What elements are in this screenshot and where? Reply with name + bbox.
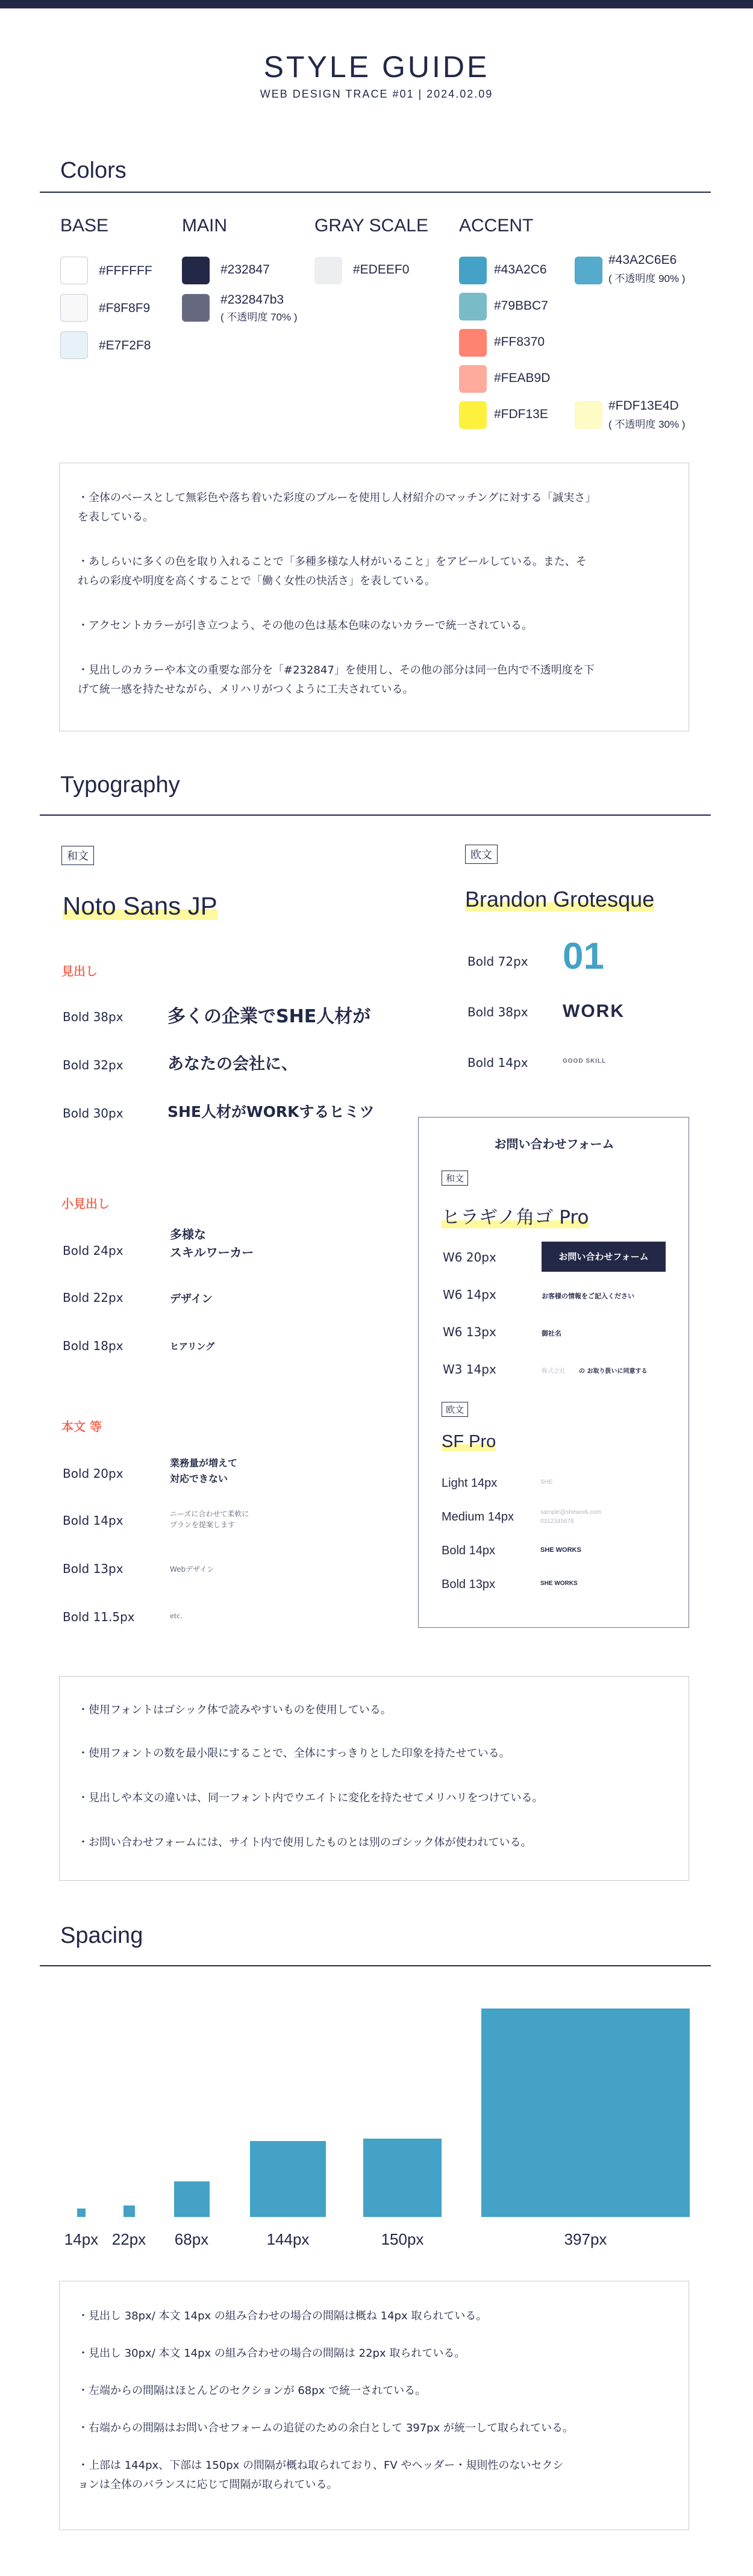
sample-line: 対応できない (170, 1473, 228, 1484)
size-label: Medium 14px (442, 1510, 514, 1524)
color-swatch-fdf13e-30 (575, 401, 602, 429)
form-font-name (442, 1432, 496, 1452)
size-label: Bold 30px (63, 1106, 123, 1121)
size-label: Bold 13px (442, 1578, 495, 1591)
note-line: を表している。 (78, 511, 154, 524)
form-font-name-text: SF Pro (442, 1432, 496, 1451)
size-label: Bold 14px (442, 1544, 495, 1557)
size-label: Bold 13px (63, 1562, 123, 1576)
sample-text: ヒアリング (170, 1341, 215, 1352)
typography-divider (40, 814, 711, 816)
size-label: W6 13px (443, 1325, 496, 1339)
sample-line: 0312345678 (540, 1518, 574, 1525)
obun-tag: 欧文 (442, 1402, 468, 1417)
en-font-name (465, 887, 654, 912)
spacing-notes-box (59, 2281, 689, 2530)
main-group-title: MAIN (182, 216, 227, 236)
note-line: ・見出しのカラーや本文の重要な部分を「#232847」を使用し、その他の部分は同一色内で不透明度を下 (78, 664, 595, 677)
sample-text: 多くの企業でSHE人材が (167, 1006, 371, 1027)
sample-line: プランを提案します (170, 1521, 236, 1529)
page-title: STYLE GUIDE (263, 50, 490, 84)
note-line: ・お問い合わせフォームには、サイト内で使用したものとは別のゴシック体が使われている。 (78, 1836, 532, 1849)
spacing-bar-label: 14px (64, 2230, 99, 2248)
spacing-bar-label: 22px (111, 2230, 146, 2248)
spacing-bar-68px (174, 2181, 210, 2217)
sample-text: SHE WORKS (540, 1580, 578, 1587)
color-opacity-note: ( 不透明度 70% ) (220, 311, 298, 323)
color-label: #F8F8F9 (99, 301, 151, 315)
color-swatch-79bbc7 (459, 293, 487, 320)
note-line: ・アクセントカラーが引き立つよう、その他の色は基本色味のないカラーで統一されている。 (78, 619, 533, 632)
note-line: ・使用フォントの数を最小限にすることで、全体にすっきりとした印象を持たせている。 (78, 1747, 510, 1760)
subheading-category: 小見出し (61, 1196, 110, 1211)
sample-number: 01 (563, 936, 604, 977)
form-title: お問い合わせフォーム (494, 1137, 614, 1151)
note-line: ・左端からの間隔はほとんどのセクションが 68px で統一されている。 (78, 2384, 426, 2397)
spacing-bar-150px (363, 2139, 442, 2217)
colors-section-title: Colors (60, 158, 127, 183)
contact-form-typography-box (418, 1117, 689, 1628)
en-font-name-text: Brandon Grotesque (465, 887, 655, 911)
color-opacity-note: ( 不透明度 90% ) (608, 273, 686, 284)
size-label: Bold 14px (467, 1055, 528, 1070)
color-label: #79BBC7 (494, 299, 548, 313)
top-accent-bar (0, 0, 753, 8)
sample-text: Webデザイン (170, 1565, 214, 1574)
color-label: #232847b3 (220, 293, 284, 307)
spacing-bar-22px (123, 2206, 135, 2217)
color-swatch-ff8370 (459, 329, 487, 357)
sample-text: SHE人材がWORKするヒミツ (167, 1103, 375, 1121)
spacing-bar-14px (77, 2209, 86, 2217)
spacing-bar-397px (481, 2009, 690, 2217)
note-line: ・上部は 144px、下部は 150px の間隔が概ね取られており、FV やヘッダー・規則性のないセクシ (78, 2459, 564, 2472)
sample-placeholder: 株式会社 (542, 1368, 566, 1375)
sample-text: お客様の情報をご記入ください (542, 1292, 634, 1300)
sample-line: スキルワーカー (170, 1245, 254, 1260)
color-label: #E7F2F8 (99, 339, 151, 352)
form-font-name (442, 1202, 589, 1229)
spacing-bar-label: 144px (266, 2230, 310, 2248)
sample-line: 業務量が増えて (170, 1457, 238, 1469)
note-line: ・全体のベースとして無彩色や落ち着いた彩度のブルーを使用し人材紹介のマッチングに対する「誠実さ」 (78, 492, 596, 504)
size-label: Bold 38px (467, 1005, 528, 1019)
color-label: #EDEEF0 (353, 263, 410, 277)
page-subtitle: WEB DESIGN TRACE #01 | 2024.02.09 (260, 88, 493, 100)
color-label: #43A2C6 (494, 263, 547, 277)
note-line: ・あしらいに多くの色を取り入れることで「多種多様な人材がいること」をアピールしている。また、そ (78, 555, 587, 568)
color-label: #FDF13E4D (608, 399, 679, 413)
sample-line: sample@shework.com (540, 1509, 602, 1516)
note-line: ョンは全体のバランスに応じて間隔が取られている。 (78, 2478, 338, 2491)
color-label: #FFFFFF (99, 264, 152, 278)
size-label: Bold 20px (63, 1466, 123, 1481)
wabun-tag: 和文 (61, 846, 94, 865)
colors-divider (40, 192, 711, 193)
size-label: Bold 32px (63, 1058, 123, 1072)
note-line: れらの彩度や明度を高くすることで「働く女性の快活さ」を表している。 (78, 575, 436, 587)
note-line: げて統一感を持たせながら、メリハリがつくように工夫されている。 (78, 683, 414, 696)
note-line: ・見出しや本文の違いは、同一フォント内でウエイトに変化を持たせてメリハリをつけている。 (78, 1792, 543, 1804)
note-line: ・見出し 38px/ 本文 14px の組み合わせの場合の間隔は概ね 14px 取られている。 (78, 2310, 487, 2322)
sample-text: デザイン (170, 1293, 213, 1305)
color-label: #FF8370 (494, 335, 545, 349)
sample-text: SHE WORKS (540, 1546, 581, 1554)
form-font-name-text: ヒラギノ角ゴ Pro (442, 1207, 589, 1228)
sample-text: 御社名 (542, 1330, 561, 1337)
body-category: 本文 等 (61, 1419, 102, 1434)
color-label: #232847 (220, 263, 270, 277)
note-line: ・見出し 30px/ 本文 14px の組み合わせの場合の間隔は 22px 取られている。 (78, 2347, 466, 2360)
sample-line: ニーズに合わせて柔軟に (170, 1510, 249, 1518)
gray-group-title: GRAY SCALE (314, 216, 428, 236)
typography-section-title: Typography (60, 772, 180, 798)
sample-text: WORK (563, 1001, 625, 1021)
color-opacity-note: ( 不透明度 30% ) (608, 419, 686, 430)
size-label: Bold 24px (63, 1243, 123, 1258)
size-label: W3 14px (443, 1362, 496, 1377)
typography-notes-box (59, 1676, 689, 1881)
spacing-bar-label: 68px (174, 2230, 209, 2248)
jp-font-name-text: Noto Sans JP (63, 892, 217, 920)
sample-text: あなたの会社に、 (167, 1055, 298, 1074)
color-label: #FDF13E (494, 407, 548, 421)
heading-category: 見出し (61, 964, 98, 978)
wabun-tag: 和文 (442, 1171, 468, 1186)
sample-text: GOOD SKILL (563, 1058, 607, 1064)
size-label: Light 14px (442, 1477, 498, 1490)
base-group-title: BASE (60, 216, 109, 236)
size-label: W6 14px (443, 1287, 496, 1302)
jp-font-name (63, 892, 217, 921)
size-label: W6 20px (443, 1250, 496, 1265)
size-label: Bold 38px (63, 1010, 123, 1024)
color-label: #FEAB9D (494, 371, 551, 385)
sample-text (540, 1508, 601, 1526)
color-swatch-232847-70 (182, 294, 210, 322)
spacing-divider (40, 1965, 711, 1966)
obun-tag: 欧文 (465, 845, 498, 864)
colors-notes-box (59, 463, 689, 731)
size-label: Bold 22px (63, 1290, 123, 1305)
color-swatch-43a2c6 (459, 257, 487, 284)
size-label: Bold 14px (63, 1513, 123, 1528)
sample-submit-button[interactable]: お問い合わせフォーム (542, 1242, 666, 1272)
sample-text (170, 1225, 254, 1261)
color-swatch-232847 (182, 257, 210, 284)
spacing-bar-label: 397px (564, 2230, 607, 2248)
sample-text (170, 1508, 249, 1530)
size-label: Bold 18px (63, 1339, 123, 1353)
color-swatch-edeef0 (314, 257, 342, 284)
spacing-section-title: Spacing (60, 1923, 143, 1948)
sample-text (170, 1455, 237, 1487)
color-swatch-feab9d (459, 365, 487, 393)
color-swatch-43a2c6-90 (575, 257, 602, 284)
sample-line: 多様な (170, 1227, 206, 1242)
spacing-bar-144px (250, 2141, 326, 2217)
color-swatch-e7f2f8 (60, 331, 88, 359)
sample-text: etc. (170, 1612, 183, 1620)
size-label: Bold 72px (467, 954, 528, 969)
color-swatch-f8f8f9 (60, 294, 88, 322)
color-swatch-ffffff (60, 257, 88, 284)
accent-group-title: ACCENT (459, 216, 534, 236)
color-swatch-fdf13e (459, 401, 487, 429)
sample-text: の お取り扱いに同意する (579, 1368, 648, 1375)
color-label: #43A2C6E6 (608, 253, 677, 267)
note-line: ・使用フォントはゴシック体で読みやすいものを使用している。 (78, 1704, 392, 1716)
size-label: Bold 11.5px (63, 1610, 135, 1624)
spacing-bar-label: 150px (381, 2230, 424, 2248)
sample-text: SHE (540, 1479, 553, 1486)
note-line: ・右端からの間隔はお問い合せフォームの追従のための余白として 397px が統一して取られている。 (78, 2422, 573, 2434)
